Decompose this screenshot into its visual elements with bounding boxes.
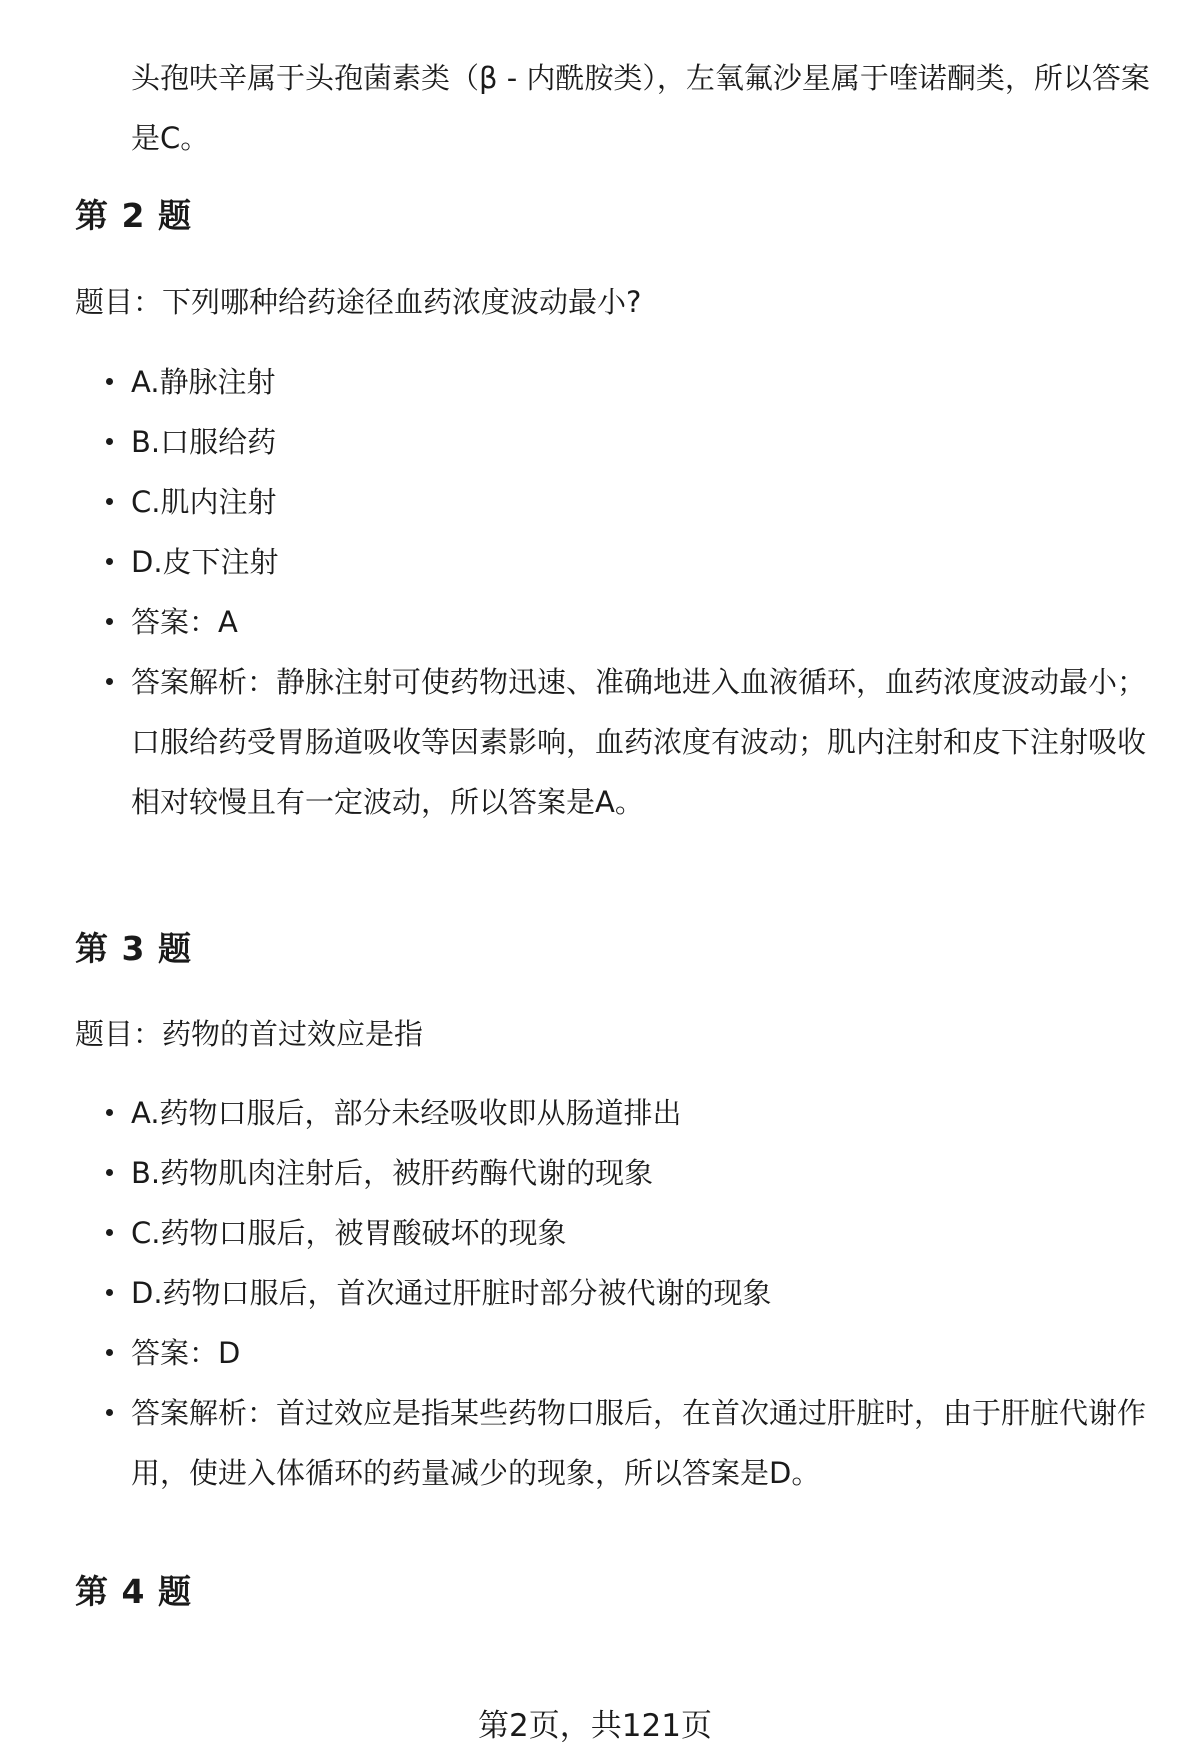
question-3-option-a: A.药物口服后，部分未经吸收即从肠道排出 <box>131 1083 1171 1143</box>
question-2-option-c: C.肌内注射 <box>131 472 1171 532</box>
question-2-option-d: D.皮下注射 <box>131 532 1171 592</box>
question-2-option-a: A.静脉注射 <box>131 352 1171 412</box>
question-3-answer: 答案：D <box>131 1323 1171 1383</box>
question-2-options <box>131 352 1171 832</box>
question-2-heading: 第 2 题 <box>75 196 192 235</box>
previous-analysis-continuation: 头孢呋辛属于头孢菌素类（β - 内酰胺类），左氧氟沙星属于喹诺酮类，所以答案是C。 <box>131 61 1150 155</box>
question-2-text: 题目：下列哪种给药途径血药浓度波动最小? <box>75 285 642 319</box>
page-number-footer: 第2页，共121页 <box>478 1708 712 1744</box>
question-3-option-d: D.药物口服后，首次通过肝脏时部分被代谢的现象 <box>131 1263 1171 1323</box>
question-3-option-b: B.药物肌肉注射后，被肝药酶代谢的现象 <box>131 1143 1171 1203</box>
question-2-analysis: 答案解析：静脉注射可使药物迅速、准确地进入血液循环，血药浓度波动最小；口服给药受胃肠道吸收等因素影响，血药浓度有波动；肌内注射和皮下注射吸收相对较慢且有一定波动，所以答案是A。 <box>131 652 1171 832</box>
question-3-analysis: 答案解析：首过效应是指某些药物口服后，在首次通过肝脏时，由于肝脏代谢作用，使进入体循环的药量减少的现象，所以答案是D。 <box>131 1383 1171 1503</box>
question-3-options <box>131 1083 1171 1503</box>
question-2-answer: 答案：A <box>131 592 1171 652</box>
question-3-option-c: C.药物口服后，被胃酸破坏的现象 <box>131 1203 1171 1263</box>
question-2-option-b: B.口服给药 <box>131 412 1171 472</box>
question-3-text: 题目：药物的首过效应是指 <box>75 1017 424 1051</box>
question-4-heading: 第 4 题 <box>75 1572 192 1611</box>
question-3-heading: 第 3 题 <box>75 929 192 968</box>
